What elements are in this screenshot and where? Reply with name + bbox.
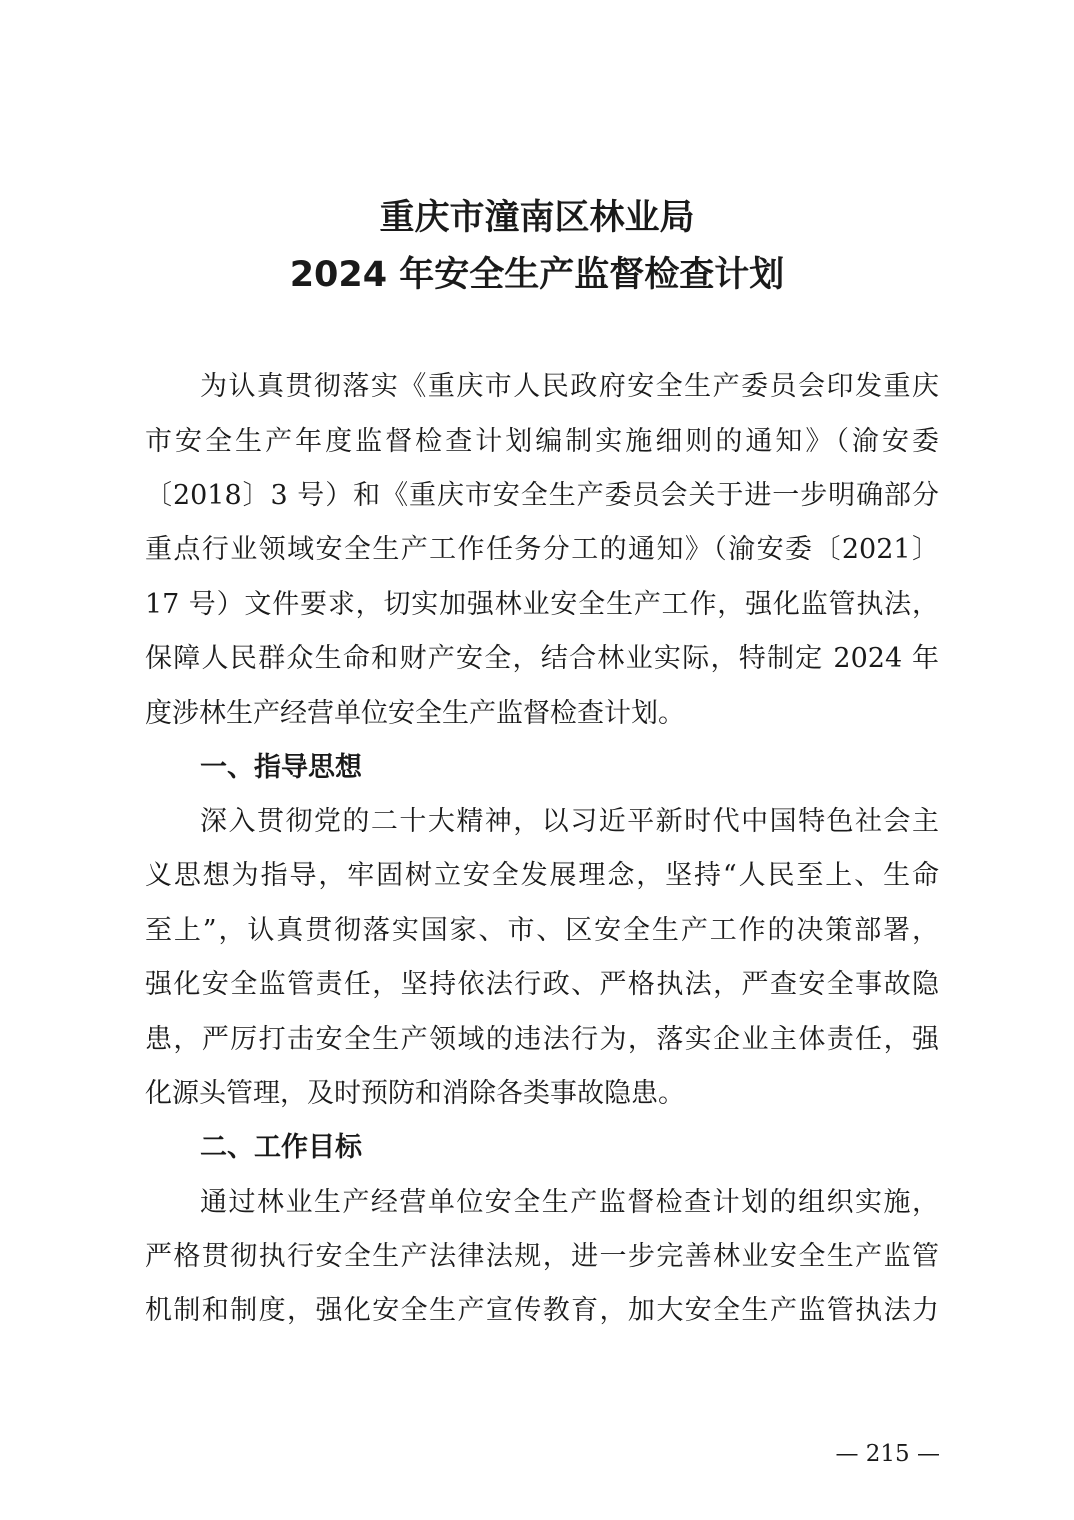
section-2-heading: 二、工作目标 (200, 1132, 362, 1163)
page-number: — 215 — (835, 1441, 940, 1467)
intro-line-4: 重点行业领域安全生产工作任务分工的通知》（渝安委〔2021〕 (145, 534, 939, 565)
intro-line-3: 〔2018〕3 号）和《重庆市安全生产委员会关于进一步明确部分 (145, 480, 939, 511)
section-2-line-1: 通过林业生产经营单位安全生产监督检查计划的组织实施， (200, 1187, 939, 1218)
section-1-heading: 一、指导思想 (200, 752, 362, 783)
intro-line-6: 保障人民群众生命和财产安全，结合林业实际，特制定 2024 年 (145, 643, 939, 674)
section-1-line-5: 患，严厉打击安全生产领域的违法行为，落实企业主体责任，强 (145, 1024, 939, 1055)
section-2-line-3: 机制和制度，强化安全生产宣传教育，加大安全生产监管执法力 (145, 1295, 939, 1326)
section-2-line-2: 严格贯彻执行安全生产法律法规，进一步完善林业安全生产监管 (145, 1241, 939, 1272)
intro-line-1: 为认真贯彻落实《重庆市人民政府安全生产委员会印发重庆 (200, 371, 939, 402)
section-1-line-1: 深入贯彻党的二十大精神，以习近平新时代中国特色社会主 (200, 806, 939, 837)
section-1-line-2: 义思想为指导，牢固树立安全发展理念，坚持“人民至上、生命 (145, 860, 939, 891)
section-1-line-6: 化源头管理，及时预防和消除各类事故隐患。 (145, 1078, 685, 1109)
document-title-line-2: 2024 年安全生产监督检查计划 (289, 255, 785, 295)
intro-line-5: 17 号）文件要求，切实加强林业安全生产工作，强化监管执法， (145, 589, 939, 620)
section-1-line-4: 强化安全监管责任，坚持依法行政、严格执法，严查安全事故隐 (145, 969, 939, 1000)
section-1-line-3: 至上”，认真贯彻落实国家、市、区安全生产工作的决策部署， (145, 915, 939, 946)
intro-line-7: 度涉林生产经营单位安全生产监督检查计划。 (145, 698, 685, 729)
intro-line-2: 市安全生产年度监督检查计划编制实施细则的通知》（渝安委 (145, 426, 939, 457)
document-title-line-1: 重庆市潼南区林业局 (379, 198, 695, 238)
